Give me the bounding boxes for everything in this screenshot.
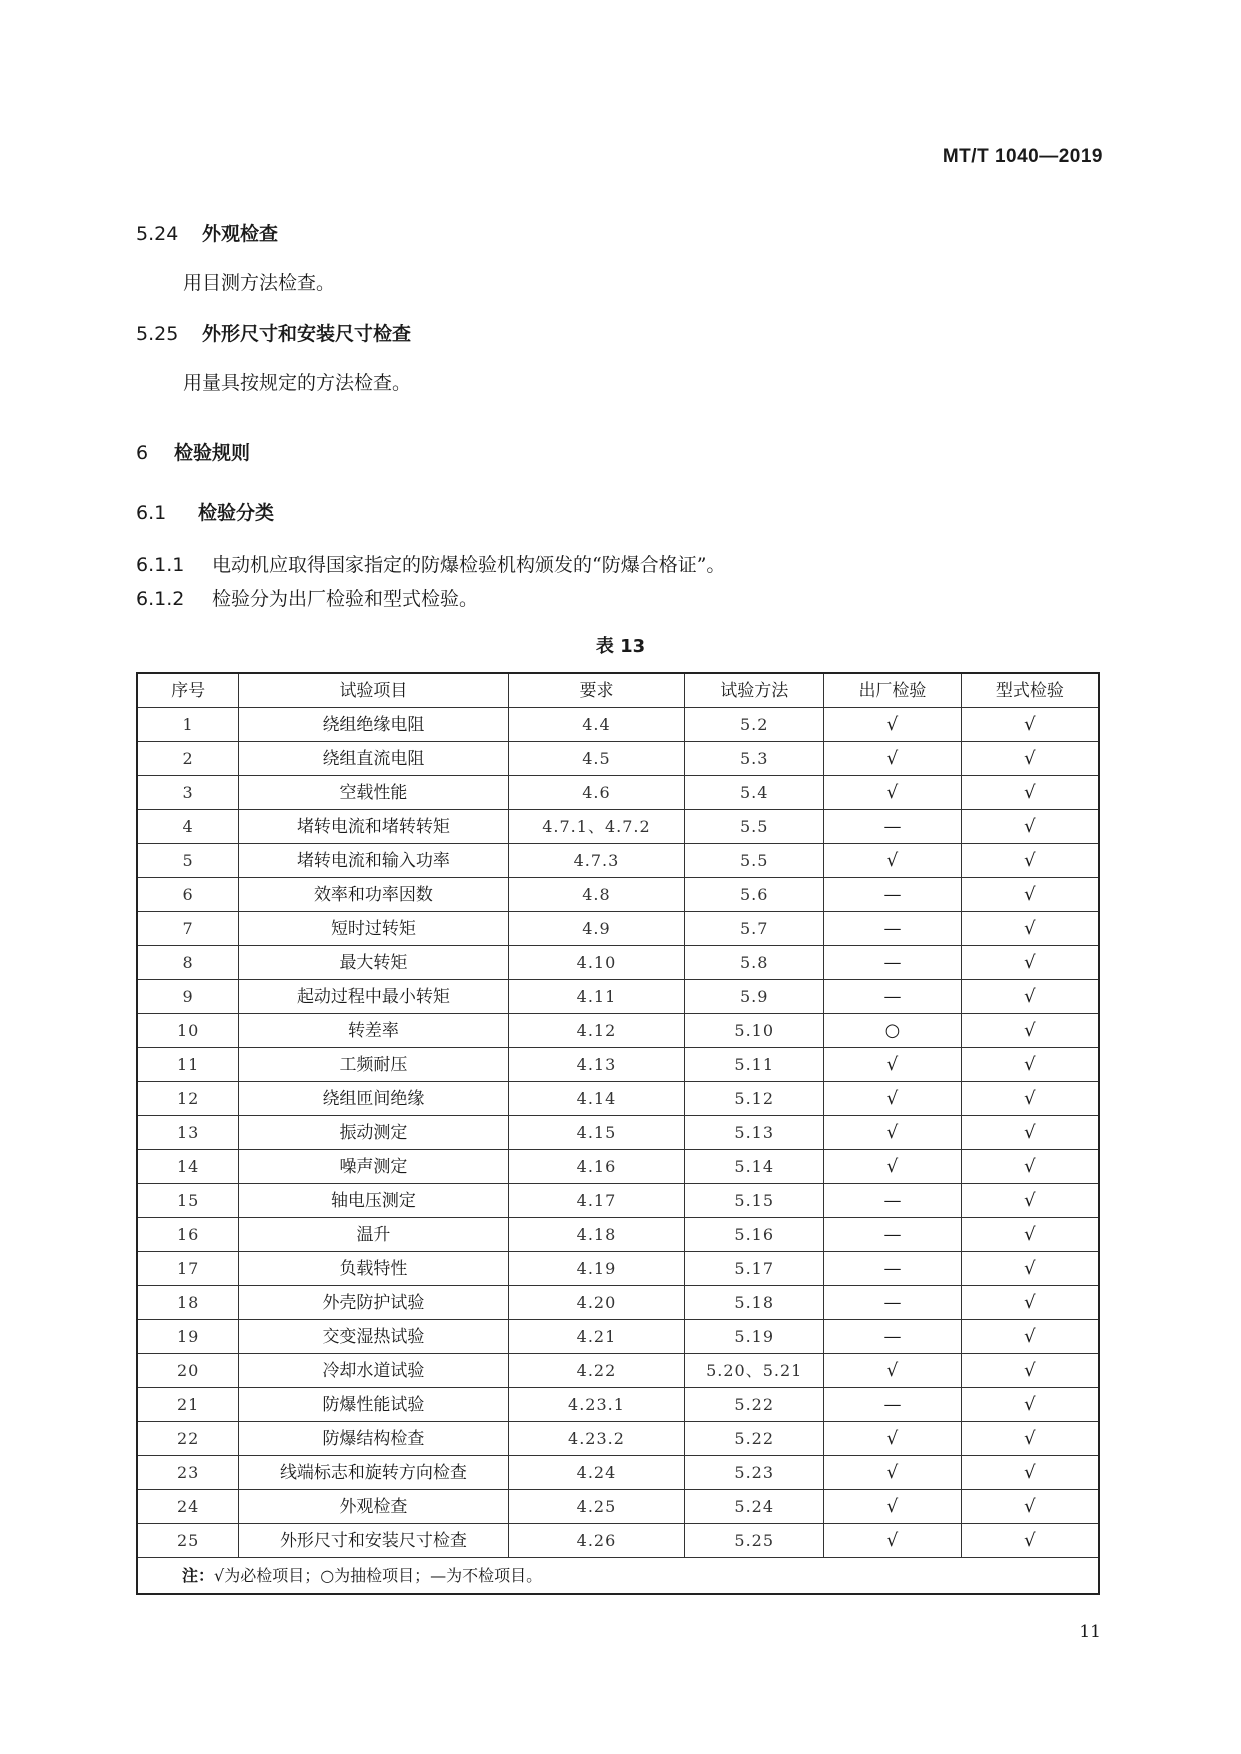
test-method-cell: 5.4 xyxy=(685,776,824,810)
requirement-cell: 4.13 xyxy=(508,1048,685,1082)
section-number: 5.24 xyxy=(136,223,179,245)
table-note xyxy=(137,1558,1099,1595)
requirement-cell: 4.12 xyxy=(508,1014,685,1048)
test-item-cell: 绕组匝间绝缘 xyxy=(239,1082,508,1116)
requirement-cell: 4.11 xyxy=(508,980,685,1014)
section-6-heading xyxy=(136,438,250,465)
test-method-cell: 5.24 xyxy=(685,1490,824,1524)
type-inspection-cell: √ xyxy=(961,1320,1099,1354)
header-cell: 试验方法 xyxy=(685,673,824,708)
type-inspection-cell: √ xyxy=(961,980,1099,1014)
table-row xyxy=(137,946,1099,980)
type-inspection-cell: √ xyxy=(961,1388,1099,1422)
test-method-cell: 5.11 xyxy=(685,1048,824,1082)
table-row xyxy=(137,980,1099,1014)
type-inspection-cell: √ xyxy=(961,1048,1099,1082)
table-caption: 表 13 xyxy=(595,636,646,657)
test-item-cell: 防爆性能试验 xyxy=(239,1388,508,1422)
type-inspection-cell: √ xyxy=(961,912,1099,946)
factory-inspection-cell: — xyxy=(824,946,962,980)
test-item-cell: 最大转矩 xyxy=(239,946,508,980)
requirement-cell: 4.7.3 xyxy=(508,844,685,878)
header-cell: 序号 xyxy=(137,673,239,708)
serial-cell: 16 xyxy=(137,1218,239,1252)
type-inspection-cell: √ xyxy=(961,1490,1099,1524)
test-item-cell: 短时过转矩 xyxy=(239,912,508,946)
factory-inspection-cell: — xyxy=(824,878,962,912)
table-row xyxy=(137,1048,1099,1082)
factory-inspection-cell: √ xyxy=(824,1354,962,1388)
factory-inspection-cell: √ xyxy=(824,1456,962,1490)
section-5-25-heading xyxy=(136,319,411,346)
table-row xyxy=(137,1218,1099,1252)
requirement-cell: 4.20 xyxy=(508,1286,685,1320)
factory-inspection-cell: √ xyxy=(824,844,962,878)
table-row xyxy=(137,1320,1099,1354)
requirement-cell: 4.24 xyxy=(508,1456,685,1490)
table-row xyxy=(137,1014,1099,1048)
requirement-cell: 4.16 xyxy=(508,1150,685,1184)
factory-inspection-cell: √ xyxy=(824,1150,962,1184)
table-row xyxy=(137,776,1099,810)
header-cell: 型式检验 xyxy=(961,673,1099,708)
section-title: 外形尺寸和安装尺寸检查 xyxy=(202,323,412,345)
table-row xyxy=(137,1286,1099,1320)
serial-cell: 12 xyxy=(137,1082,239,1116)
requirement-cell: 4.21 xyxy=(508,1320,685,1354)
page-number: 11 xyxy=(1079,1622,1101,1642)
test-method-cell: 5.5 xyxy=(685,810,824,844)
test-method-cell: 5.19 xyxy=(685,1320,824,1354)
note-label: 注： xyxy=(182,1565,215,1585)
serial-cell: 7 xyxy=(137,912,239,946)
test-method-cell: 5.12 xyxy=(685,1082,824,1116)
table-row xyxy=(137,1184,1099,1218)
table-row xyxy=(137,1150,1099,1184)
section-6-1-heading xyxy=(136,498,274,525)
table-row xyxy=(137,878,1099,912)
serial-cell: 5 xyxy=(137,844,239,878)
test-method-cell: 5.18 xyxy=(685,1286,824,1320)
test-method-cell: 5.3 xyxy=(685,742,824,776)
table-body xyxy=(137,708,1099,1558)
test-item-cell: 噪声测定 xyxy=(239,1150,508,1184)
test-item-cell: 防爆结构检查 xyxy=(239,1422,508,1456)
test-item-cell: 冷却水道试验 xyxy=(239,1354,508,1388)
test-method-cell: 5.17 xyxy=(685,1252,824,1286)
serial-cell: 11 xyxy=(137,1048,239,1082)
table-row xyxy=(137,1388,1099,1422)
serial-cell: 19 xyxy=(137,1320,239,1354)
type-inspection-cell: √ xyxy=(961,1252,1099,1286)
table-row xyxy=(137,1116,1099,1150)
serial-cell: 21 xyxy=(137,1388,239,1422)
clause-number: 6.1.2 xyxy=(136,588,185,610)
requirement-cell: 4.25 xyxy=(508,1490,685,1524)
test-item-cell: 振动测定 xyxy=(239,1116,508,1150)
serial-cell: 6 xyxy=(137,878,239,912)
requirement-cell: 4.17 xyxy=(508,1184,685,1218)
test-item-cell: 工频耐压 xyxy=(239,1048,508,1082)
test-item-cell: 轴电压测定 xyxy=(239,1184,508,1218)
test-item-cell: 效率和功率因数 xyxy=(239,878,508,912)
test-method-cell: 5.15 xyxy=(685,1184,824,1218)
test-item-cell: 线端标志和旋转方向检查 xyxy=(239,1456,508,1490)
type-inspection-cell: √ xyxy=(961,708,1099,742)
table-row xyxy=(137,1422,1099,1456)
serial-cell: 9 xyxy=(137,980,239,1014)
requirement-cell: 4.6 xyxy=(508,776,685,810)
requirement-cell: 4.26 xyxy=(508,1524,685,1558)
test-method-cell: 5.25 xyxy=(685,1524,824,1558)
type-inspection-cell: √ xyxy=(961,1354,1099,1388)
factory-inspection-cell: — xyxy=(824,1252,962,1286)
factory-inspection-cell: ○ xyxy=(824,1014,962,1048)
section-number: 5.25 xyxy=(136,323,179,345)
serial-cell: 2 xyxy=(137,742,239,776)
factory-inspection-cell: √ xyxy=(824,1490,962,1524)
type-inspection-cell: √ xyxy=(961,1422,1099,1456)
test-method-cell: 5.5 xyxy=(685,844,824,878)
factory-inspection-cell: — xyxy=(824,810,962,844)
requirement-cell: 4.23.1 xyxy=(508,1388,685,1422)
section-title: 检验分类 xyxy=(198,502,275,524)
table-row xyxy=(137,912,1099,946)
serial-cell: 24 xyxy=(137,1490,239,1524)
requirement-cell: 4.18 xyxy=(508,1218,685,1252)
factory-inspection-cell: √ xyxy=(824,1116,962,1150)
serial-cell: 3 xyxy=(137,776,239,810)
factory-inspection-cell: √ xyxy=(824,1048,962,1082)
table-row xyxy=(137,1082,1099,1116)
table-row xyxy=(137,1490,1099,1524)
requirement-cell: 4.23.2 xyxy=(508,1422,685,1456)
factory-inspection-cell: — xyxy=(824,980,962,1014)
serial-cell: 1 xyxy=(137,708,239,742)
factory-inspection-cell: √ xyxy=(824,1082,962,1116)
test-item-cell: 外壳防护试验 xyxy=(239,1286,508,1320)
section-number: 6.1 xyxy=(136,502,167,524)
clause-6-1-2 xyxy=(136,584,478,611)
factory-inspection-cell: — xyxy=(824,912,962,946)
requirement-cell: 4.22 xyxy=(508,1354,685,1388)
test-method-cell: 5.14 xyxy=(685,1150,824,1184)
serial-cell: 25 xyxy=(137,1524,239,1558)
section-title: 检验规则 xyxy=(174,442,251,464)
table-row xyxy=(137,810,1099,844)
serial-cell: 10 xyxy=(137,1014,239,1048)
test-item-cell: 外形尺寸和安装尺寸检查 xyxy=(239,1524,508,1558)
table-row xyxy=(137,742,1099,776)
clause-number: 6.1.1 xyxy=(136,554,185,576)
doc-code: MT/T 1040—2019 xyxy=(942,146,1103,167)
type-inspection-cell: √ xyxy=(961,776,1099,810)
clause-text: 检验分为出厂检验和型式检验。 xyxy=(212,588,479,610)
test-item-cell: 堵转电流和输入功率 xyxy=(239,844,508,878)
test-item-cell: 外观检查 xyxy=(239,1490,508,1524)
factory-inspection-cell: √ xyxy=(824,1524,962,1558)
test-method-cell: 5.23 xyxy=(685,1456,824,1490)
table-note-row xyxy=(137,1558,1099,1595)
test-method-cell: 5.7 xyxy=(685,912,824,946)
requirement-cell: 4.19 xyxy=(508,1252,685,1286)
note-text: √为必检项目；○为抽检项目；—为不检项目。 xyxy=(214,1565,543,1585)
test-method-cell: 5.6 xyxy=(685,878,824,912)
requirement-cell: 4.7.1、4.7.2 xyxy=(508,810,685,844)
clause-6-1-1 xyxy=(136,550,725,577)
section-5-24-body: 用目测方法检查。 xyxy=(183,272,336,294)
factory-inspection-cell: — xyxy=(824,1320,962,1354)
test-method-cell: 5.20、5.21 xyxy=(685,1354,824,1388)
test-method-cell: 5.16 xyxy=(685,1218,824,1252)
section-title: 外观检查 xyxy=(202,223,279,245)
test-method-cell: 5.2 xyxy=(685,708,824,742)
test-item-cell: 交变湿热试验 xyxy=(239,1320,508,1354)
type-inspection-cell: √ xyxy=(961,1014,1099,1048)
section-number: 6 xyxy=(136,442,149,464)
test-method-cell: 5.8 xyxy=(685,946,824,980)
test-method-cell: 5.9 xyxy=(685,980,824,1014)
type-inspection-cell: √ xyxy=(961,1184,1099,1218)
requirement-cell: 4.5 xyxy=(508,742,685,776)
factory-inspection-cell: √ xyxy=(824,742,962,776)
test-item-cell: 转差率 xyxy=(239,1014,508,1048)
serial-cell: 8 xyxy=(137,946,239,980)
type-inspection-cell: √ xyxy=(961,1456,1099,1490)
requirement-cell: 4.9 xyxy=(508,912,685,946)
table-row xyxy=(137,708,1099,742)
factory-inspection-cell: — xyxy=(824,1218,962,1252)
test-item-cell: 起动过程中最小转矩 xyxy=(239,980,508,1014)
requirement-cell: 4.15 xyxy=(508,1116,685,1150)
serial-cell: 4 xyxy=(137,810,239,844)
serial-cell: 18 xyxy=(137,1286,239,1320)
table-header-row xyxy=(137,673,1099,708)
factory-inspection-cell: √ xyxy=(824,1422,962,1456)
requirement-cell: 4.14 xyxy=(508,1082,685,1116)
requirement-cell: 4.10 xyxy=(508,946,685,980)
factory-inspection-cell: — xyxy=(824,1388,962,1422)
clause-text: 电动机应取得国家指定的防爆检验机构颁发的“防爆合格证”。 xyxy=(212,554,726,576)
test-method-cell: 5.13 xyxy=(685,1116,824,1150)
factory-inspection-cell: — xyxy=(824,1184,962,1218)
test-method-cell: 5.10 xyxy=(685,1014,824,1048)
header-cell: 出厂检验 xyxy=(824,673,962,708)
serial-cell: 22 xyxy=(137,1422,239,1456)
serial-cell: 14 xyxy=(137,1150,239,1184)
table-row xyxy=(137,844,1099,878)
requirement-cell: 4.4 xyxy=(508,708,685,742)
type-inspection-cell: √ xyxy=(961,1116,1099,1150)
type-inspection-cell: √ xyxy=(961,1524,1099,1558)
type-inspection-cell: √ xyxy=(961,1286,1099,1320)
serial-cell: 23 xyxy=(137,1456,239,1490)
type-inspection-cell: √ xyxy=(961,810,1099,844)
test-item-cell: 空载性能 xyxy=(239,776,508,810)
type-inspection-cell: √ xyxy=(961,1218,1099,1252)
serial-cell: 13 xyxy=(137,1116,239,1150)
test-method-cell: 5.22 xyxy=(685,1388,824,1422)
test-item-cell: 负载特性 xyxy=(239,1252,508,1286)
header-cell: 要求 xyxy=(508,673,685,708)
test-item-cell: 堵转电流和堵转转矩 xyxy=(239,810,508,844)
table-row xyxy=(137,1252,1099,1286)
factory-inspection-cell: — xyxy=(824,1286,962,1320)
test-item-cell: 绕组绝缘电阻 xyxy=(239,708,508,742)
test-item-cell: 绕组直流电阻 xyxy=(239,742,508,776)
serial-cell: 15 xyxy=(137,1184,239,1218)
type-inspection-cell: √ xyxy=(961,844,1099,878)
section-5-24-heading xyxy=(136,219,278,246)
serial-cell: 17 xyxy=(137,1252,239,1286)
inspection-table xyxy=(136,672,1100,1595)
test-item-cell: 温升 xyxy=(239,1218,508,1252)
type-inspection-cell: √ xyxy=(961,1150,1099,1184)
requirement-cell: 4.8 xyxy=(508,878,685,912)
table-row xyxy=(137,1456,1099,1490)
section-5-25-body: 用量具按规定的方法检查。 xyxy=(183,372,412,394)
factory-inspection-cell: √ xyxy=(824,708,962,742)
type-inspection-cell: √ xyxy=(961,1082,1099,1116)
test-method-cell: 5.22 xyxy=(685,1422,824,1456)
header-cell: 试验项目 xyxy=(239,673,508,708)
table-row xyxy=(137,1354,1099,1388)
factory-inspection-cell: √ xyxy=(824,776,962,810)
type-inspection-cell: √ xyxy=(961,878,1099,912)
type-inspection-cell: √ xyxy=(961,946,1099,980)
table-row xyxy=(137,1524,1099,1558)
serial-cell: 20 xyxy=(137,1354,239,1388)
type-inspection-cell: √ xyxy=(961,742,1099,776)
